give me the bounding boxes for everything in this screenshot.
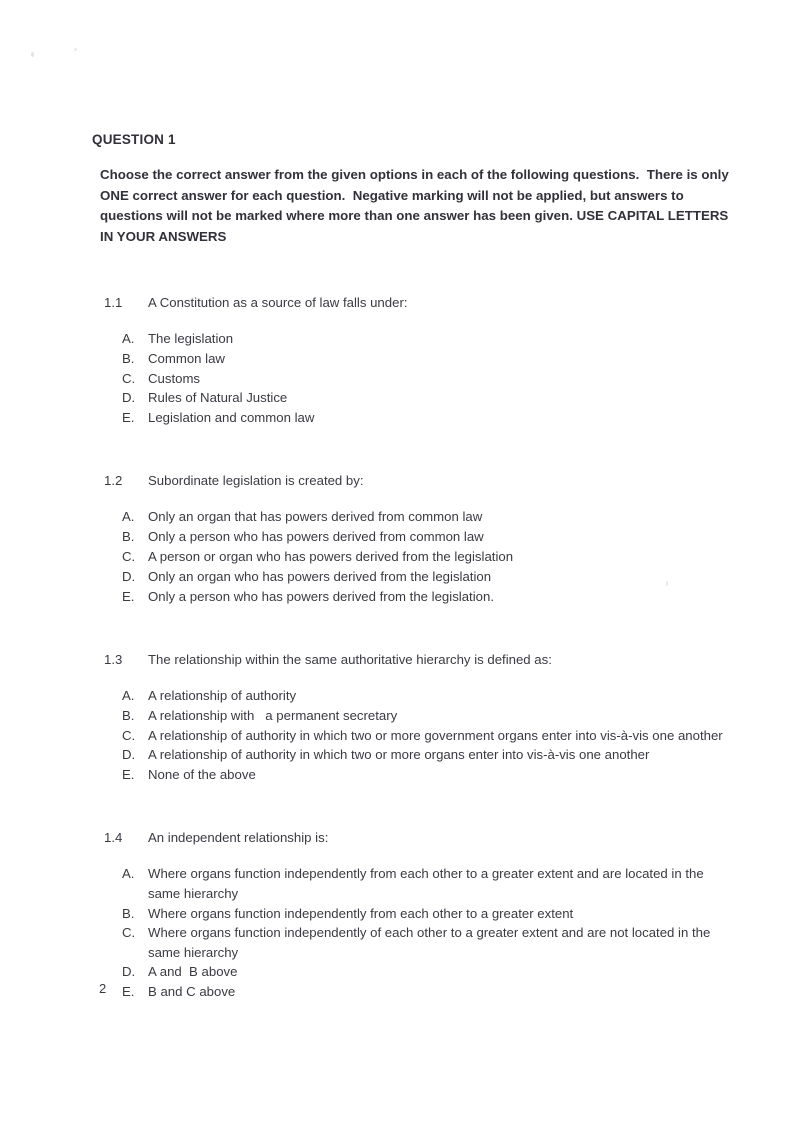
option-letter: E. — [122, 588, 135, 604]
option-letter: A. — [122, 331, 135, 346]
option-letter: C. — [122, 370, 136, 386]
option-letter: B. — [122, 529, 135, 545]
instructions-paragraph: Choose the correct answer from the given options in each of the following questions. There is only ONE correct answer for each question. Negative marking will not be applied, but answers to questions will not be marked where more than one answer has been given. USE CAPITAL LETTERS IN YOUR ANSWERS — [100, 167, 733, 244]
option-text: Only an organ who has powers derived from the legislation — [148, 568, 492, 584]
question-line — [104, 293, 732, 312]
option-letter: E. — [122, 984, 135, 1000]
option-item[interactable] — [122, 507, 732, 526]
option-text: Customs — [148, 370, 201, 386]
option-text: Where organs function independently from each other to a greater extent — [148, 905, 574, 921]
option-list — [92, 329, 732, 427]
option-item[interactable] — [122, 706, 732, 725]
option-letter: B. — [122, 905, 135, 921]
page-number: 2 — [99, 981, 107, 996]
option-item[interactable] — [122, 408, 732, 427]
option-text: Common law — [148, 350, 225, 366]
option-item[interactable] — [122, 962, 732, 981]
option-text: Only a person who has powers derived from the legislation. — [148, 588, 494, 604]
question-number: 1.3 — [104, 651, 123, 667]
question-line — [104, 471, 732, 490]
question-heading: QUESTION 1 — [92, 132, 176, 147]
scan-speckle-icon — [74, 48, 77, 51]
option-text: A relationship of authority in which two or more government organs enter into vis-à-vis one another — [148, 727, 723, 743]
option-item[interactable] — [122, 587, 732, 606]
option-text: Rules of Natural Justice — [148, 390, 288, 406]
option-item[interactable] — [122, 745, 732, 764]
option-letter: C. — [122, 727, 136, 743]
option-item[interactable] — [122, 527, 732, 546]
option-item[interactable] — [122, 904, 732, 923]
question-number: 1.2 — [104, 473, 123, 489]
option-text: Where organs function independently of each other to a greater extent and are not located in the same hierarchy — [148, 925, 714, 960]
question-number: 1.4 — [104, 830, 123, 846]
option-text: None of the above — [148, 767, 256, 783]
option-item[interactable] — [122, 686, 732, 705]
option-letter: A. — [122, 509, 135, 525]
question-text: The relationship within the same authoritative hierarchy is defined as: — [148, 651, 552, 667]
question-block — [92, 471, 732, 605]
option-text: A relationship of authority in which two or more organs enter into vis-à-vis one another — [148, 747, 650, 763]
questions-container — [92, 293, 732, 1002]
document-body — [92, 132, 732, 1002]
option-item[interactable] — [122, 765, 732, 784]
question-text: An independent relationship is: — [148, 830, 329, 846]
option-list — [92, 507, 732, 605]
option-letter: A. — [122, 687, 135, 703]
option-text: A relationship of authority — [148, 687, 297, 703]
option-letter: E. — [122, 767, 135, 783]
option-letter: B. — [122, 707, 135, 723]
option-text: The legislation — [148, 331, 234, 346]
option-item[interactable] — [122, 864, 732, 903]
option-item[interactable] — [122, 982, 732, 1001]
option-item[interactable] — [122, 923, 732, 962]
option-letter: E. — [122, 410, 135, 426]
option-letter: A. — [122, 866, 135, 882]
scan-speckle-icon — [31, 52, 34, 57]
question-block — [92, 828, 732, 1001]
question-line — [104, 650, 732, 669]
option-text: B and C above — [148, 984, 236, 1000]
option-letter: D. — [122, 964, 136, 980]
question-text: A Constitution as a source of law falls under: — [148, 295, 408, 310]
option-letter: C. — [122, 549, 136, 565]
option-list — [92, 864, 732, 1001]
option-letter: D. — [122, 568, 136, 584]
option-item[interactable] — [122, 726, 732, 745]
option-letter: B. — [122, 350, 135, 366]
option-item[interactable] — [122, 349, 732, 368]
option-item[interactable] — [122, 388, 732, 407]
question-block — [92, 650, 732, 784]
option-letter: D. — [122, 747, 136, 763]
option-text: A person or organ who has powers derived from the legislation — [148, 549, 514, 565]
option-item[interactable] — [122, 567, 732, 586]
question-line — [104, 828, 732, 847]
question-block — [92, 293, 732, 427]
option-text: A relationship with a permanent secretary — [148, 707, 398, 723]
option-text: Where organs function independently from each other to a greater extent and are located in the same hierarchy — [148, 866, 708, 901]
option-text: Legislation and common law — [148, 410, 315, 426]
option-letter: C. — [122, 925, 136, 941]
question-number: 1.1 — [104, 295, 123, 310]
option-item[interactable] — [122, 547, 732, 566]
option-item[interactable] — [122, 329, 732, 348]
option-text: Only a person who has powers derived from common law — [148, 529, 484, 545]
option-letter: D. — [122, 390, 136, 406]
option-list — [92, 686, 732, 784]
option-text: Only an organ that has powers derived from common law — [148, 509, 483, 525]
question-text: Subordinate legislation is created by: — [148, 473, 364, 489]
option-text: A and B above — [148, 964, 238, 980]
option-item[interactable] — [122, 369, 732, 388]
